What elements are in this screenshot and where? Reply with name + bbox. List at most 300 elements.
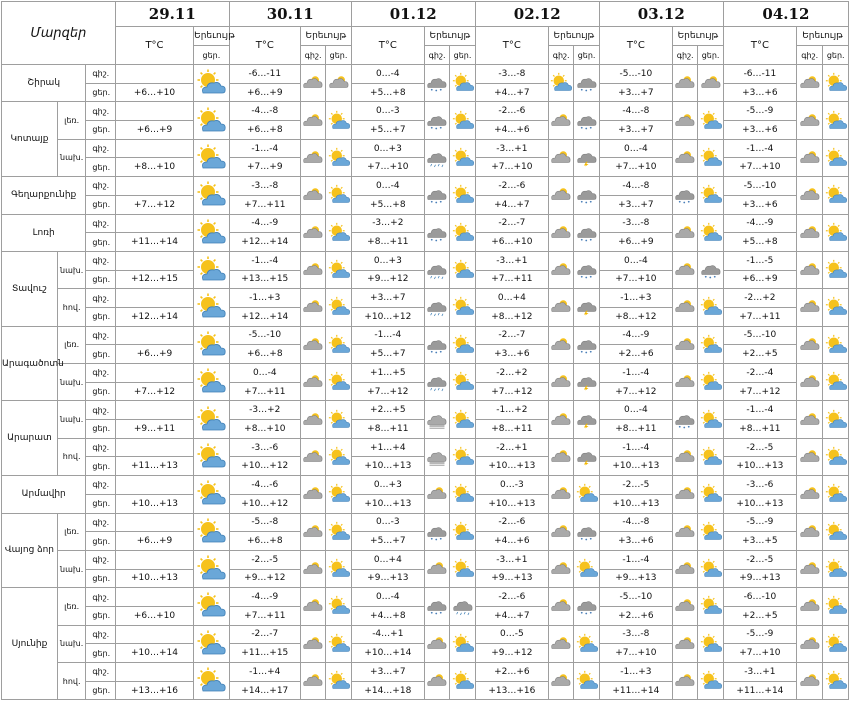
temperature-value: -5…-9	[723, 102, 796, 121]
temperature-value: +5…+7	[351, 532, 424, 551]
cloud-icon	[673, 73, 697, 93]
sun-cloud-icon	[451, 410, 475, 430]
temperature-value: +10…+12	[351, 307, 424, 326]
cloud-icon	[549, 596, 573, 616]
day-icon-cell	[194, 401, 230, 438]
cloud-icon	[798, 447, 822, 467]
snow-cloud-icon	[425, 335, 449, 355]
sun-cloud-icon	[451, 185, 475, 205]
cloud-icon	[699, 73, 723, 93]
subregion-name: լեռ.	[57, 588, 85, 625]
cloud-icon	[549, 410, 573, 430]
day-icon-cell	[450, 364, 475, 401]
temperature-value: +3…+7	[599, 195, 672, 214]
weather-header: Երեւույթ	[672, 27, 723, 46]
sun-cloud-icon	[195, 594, 227, 618]
cloud-icon	[673, 671, 697, 691]
forecast-row	[2, 513, 849, 532]
night-icon-cell	[300, 438, 325, 475]
temperature-value: -3…+1	[723, 663, 796, 682]
sun-cloud-icon	[195, 445, 227, 469]
night-icon-cell	[672, 289, 697, 326]
temperature-value	[115, 289, 193, 308]
day-label: ցեր.	[86, 307, 116, 326]
subregion-name: լեռ.	[57, 326, 85, 363]
sun-cloud-icon	[699, 372, 723, 392]
night-icon-cell	[672, 251, 697, 288]
cloud-icon	[301, 185, 325, 205]
night-subheader: գիշ.	[300, 46, 325, 65]
night-icon-cell	[424, 364, 449, 401]
sun-cloud-icon	[699, 596, 723, 616]
temperature-value: +9…+12	[475, 644, 548, 663]
temperature-value: -1…+3	[599, 663, 672, 682]
night-icon-cell	[424, 401, 449, 438]
temperature-value	[115, 588, 193, 607]
day-icon-cell	[823, 289, 849, 326]
night-icon-cell	[300, 102, 325, 139]
temperature-value: +7…+12	[351, 382, 424, 401]
temperature-value: -4…-9	[229, 214, 300, 233]
day-icon-cell	[326, 550, 351, 587]
forecast-row	[2, 550, 849, 569]
cloud-icon	[673, 372, 697, 392]
sun-cloud-icon	[699, 223, 723, 243]
night-icon-cell	[424, 588, 449, 625]
temperature-value: -5…-9	[723, 625, 796, 644]
cloud-icon	[549, 148, 573, 168]
sun-cloud-icon	[699, 185, 723, 205]
temperature-value: -1…-4	[723, 139, 796, 158]
temperature-value: 0…-4	[599, 251, 672, 270]
cloud-icon	[301, 297, 325, 317]
forecast-row	[2, 289, 849, 308]
temperature-value: +13…+16	[115, 681, 193, 700]
day-icon-cell	[326, 625, 351, 662]
night-icon-cell	[672, 625, 697, 662]
forecast-row	[2, 625, 849, 644]
day-icon-cell	[698, 401, 723, 438]
night-icon-cell	[797, 588, 823, 625]
temperature-value: +8…+11	[351, 233, 424, 252]
sun-cloud-icon	[451, 372, 475, 392]
temperature-value: +1…+5	[351, 364, 424, 383]
night-icon-cell	[548, 251, 573, 288]
sun-cloud-icon	[451, 484, 475, 504]
cloud-icon	[327, 73, 351, 93]
cloud-icon	[301, 447, 325, 467]
sun-cloud-icon	[327, 185, 351, 205]
night-label: գիշ.	[86, 513, 116, 532]
temperature-value: +11…+14	[599, 681, 672, 700]
temperature-value: -3…-6	[723, 476, 796, 495]
sun-cloud-icon	[451, 297, 475, 317]
day-icon-cell	[574, 177, 599, 214]
night-icon-cell	[672, 550, 697, 587]
sun-cloud-icon	[575, 671, 599, 691]
cloud-icon	[798, 671, 822, 691]
night-subheader: գիշ.	[672, 46, 697, 65]
day-icon-cell	[823, 663, 849, 700]
temperature-value: +2…+6	[599, 345, 672, 364]
day-icon-cell	[194, 177, 230, 214]
day-icon-cell	[698, 364, 723, 401]
day-icon-cell	[194, 214, 230, 251]
night-icon-cell	[672, 401, 697, 438]
day-icon-cell	[194, 513, 230, 550]
sun-cloud-icon	[451, 335, 475, 355]
day-icon-cell	[574, 214, 599, 251]
temperature-value: +8…+11	[599, 420, 672, 439]
temperature-value: 0…-3	[351, 513, 424, 532]
rain-cloud-icon	[451, 596, 475, 616]
temperature-value: +6…+10	[115, 606, 193, 625]
sun-cloud-icon	[824, 335, 848, 355]
day-icon-cell	[450, 289, 475, 326]
day-icon-cell	[326, 289, 351, 326]
night-icon-cell	[548, 550, 573, 587]
sun-cloud-icon	[451, 522, 475, 542]
day-icon-cell	[194, 364, 230, 401]
temperature-value: -1…-4	[351, 326, 424, 345]
forecast-row	[2, 364, 849, 383]
day-icon-cell	[194, 65, 230, 102]
sun-cloud-icon	[699, 111, 723, 131]
cloud-icon	[425, 484, 449, 504]
temperature-value: +5…+8	[723, 233, 796, 252]
snow-cloud-icon	[673, 410, 697, 430]
temperature-value: +2…+6	[599, 606, 672, 625]
night-icon-cell	[300, 177, 325, 214]
day-icon-cell	[450, 476, 475, 513]
cloud-icon	[673, 111, 697, 131]
date-header: 02.12	[475, 2, 599, 27]
region-name: Կոտայք	[2, 102, 58, 177]
cloud-icon	[673, 260, 697, 280]
cloud-icon	[673, 297, 697, 317]
temperature-value: 0…-4	[599, 139, 672, 158]
night-icon-cell	[672, 438, 697, 475]
cloud-icon	[798, 297, 822, 317]
snow-cloud-icon	[425, 73, 449, 93]
cloud-icon	[301, 223, 325, 243]
temperature-value: +11…+13	[115, 457, 193, 476]
sun-cloud-icon	[195, 370, 227, 394]
region-name: Տավուշ	[2, 251, 58, 326]
snow-cloud-icon	[673, 185, 697, 205]
night-icon-cell	[300, 625, 325, 662]
sun-cloud-icon	[327, 260, 351, 280]
day-icon-cell	[450, 177, 475, 214]
temperature-value: +6…+9	[599, 233, 672, 252]
day-label: ցեր.	[86, 195, 116, 214]
temperature-value: +1…+4	[351, 438, 424, 457]
temperature-value: +7…+11	[723, 307, 796, 326]
temperature-value: 0…-4	[351, 177, 424, 196]
day-icon-cell	[326, 214, 351, 251]
temperature-value: +8…+11	[723, 420, 796, 439]
night-icon-cell	[797, 513, 823, 550]
night-icon-cell	[424, 550, 449, 587]
day-icon-cell	[574, 326, 599, 363]
night-icon-cell	[672, 326, 697, 363]
sun-cloud-icon	[451, 671, 475, 691]
day-icon-cell	[194, 102, 230, 139]
day-icon-cell	[698, 326, 723, 363]
night-icon-cell	[424, 663, 449, 700]
day-icon-cell	[326, 476, 351, 513]
sun-cloud-icon	[824, 634, 848, 654]
day-icon-cell	[194, 476, 230, 513]
cloud-icon	[673, 559, 697, 579]
temperature-value: +3…+6	[723, 83, 796, 102]
region-name: Գեղարքունիք	[2, 177, 86, 214]
temperature-value: +5…+8	[351, 83, 424, 102]
sun-cloud-icon	[549, 73, 573, 93]
temperature-value: -1…-4	[229, 251, 300, 270]
cloud-icon	[798, 410, 822, 430]
subregion-name: նախ.	[57, 251, 85, 288]
temperature-value: -3…-8	[229, 177, 300, 196]
forecast-row	[2, 102, 849, 121]
cloud-icon	[425, 634, 449, 654]
subregion-name: նախ.	[57, 364, 85, 401]
temperature-value: +4…+6	[475, 532, 548, 551]
sun-cloud-icon	[699, 559, 723, 579]
temperature-value: -1…+4	[229, 663, 300, 682]
day-icon-cell	[450, 65, 475, 102]
sun-cloud-icon	[824, 484, 848, 504]
temperature-value: +8…+11	[351, 420, 424, 439]
forecast-row	[2, 214, 849, 233]
night-icon-cell	[300, 364, 325, 401]
temperature-value	[115, 550, 193, 569]
temperature-value: +9…+13	[599, 569, 672, 588]
cloud-icon	[798, 596, 822, 616]
cloud-icon	[549, 185, 573, 205]
temperature-value: -2…-6	[475, 102, 548, 121]
temperature-value: 0…+3	[351, 476, 424, 495]
temperature-value: +13…+16	[475, 681, 548, 700]
day-icon-cell	[574, 401, 599, 438]
day-icon-cell	[823, 326, 849, 363]
sun-cloud-icon	[451, 223, 475, 243]
temperature-value: -5…-9	[723, 513, 796, 532]
night-icon-cell	[300, 65, 325, 102]
sun-cloud-icon	[327, 634, 351, 654]
day-subheader: ցեր.	[574, 46, 599, 65]
day-icon-cell	[823, 625, 849, 662]
sun-cloud-icon	[327, 522, 351, 542]
night-label: գիշ.	[86, 102, 116, 121]
snow-cloud-icon	[575, 335, 599, 355]
temperature-value: -4…-8	[599, 102, 672, 121]
sun-cloud-icon	[195, 632, 227, 656]
temperature-value: +5…+8	[351, 195, 424, 214]
night-icon-cell	[424, 65, 449, 102]
night-label: գիշ.	[86, 663, 116, 682]
sun-cloud-icon	[327, 372, 351, 392]
day-icon-cell	[450, 625, 475, 662]
temperature-value: +3…+5	[723, 532, 796, 551]
temperature-value: +3…+7	[351, 289, 424, 308]
temperature-value: -6…-11	[723, 65, 796, 84]
cloud-icon	[798, 559, 822, 579]
day-icon-cell	[574, 476, 599, 513]
temperature-value: +3…+7	[351, 663, 424, 682]
temperature-value: -5…-10	[723, 177, 796, 196]
day-icon-cell	[823, 513, 849, 550]
temperature-value: +12…+14	[229, 233, 300, 252]
night-icon-cell	[548, 438, 573, 475]
day-icon-cell	[823, 550, 849, 587]
sun-cloud-icon	[575, 484, 599, 504]
night-label: գիշ.	[86, 364, 116, 383]
forecast-row	[2, 65, 849, 84]
cloud-icon	[301, 148, 325, 168]
day-icon-cell	[698, 625, 723, 662]
temperature-value	[115, 177, 193, 196]
rain-cloud-icon	[425, 372, 449, 392]
temperature-value: -3…+1	[475, 550, 548, 569]
sun-cloud-icon	[327, 335, 351, 355]
temperature-value: +9…+13	[351, 569, 424, 588]
night-icon-cell	[797, 364, 823, 401]
night-icon-cell	[548, 625, 573, 662]
snow-cloud-icon	[425, 111, 449, 131]
day-label: ցեր.	[86, 681, 116, 700]
sun-cloud-icon	[195, 669, 227, 693]
sun-cloud-icon	[195, 482, 227, 506]
temperature-value: -1…-5	[723, 251, 796, 270]
temperature-value: 0…+3	[351, 251, 424, 270]
temperature-value: +7…+10	[599, 644, 672, 663]
sun-cloud-icon	[195, 146, 227, 170]
cloud-icon	[549, 111, 573, 131]
temperature-value: 0…+4	[475, 289, 548, 308]
cloud-icon	[549, 223, 573, 243]
cloud-icon	[301, 73, 325, 93]
day-icon-cell	[326, 251, 351, 288]
temperature-value: +3…+7	[599, 83, 672, 102]
sun-cloud-icon	[327, 223, 351, 243]
sun-cloud-icon	[195, 557, 227, 581]
day-icon-cell	[450, 513, 475, 550]
sun-cloud-icon	[699, 671, 723, 691]
day-icon-cell	[823, 401, 849, 438]
sun-cloud-icon	[824, 260, 848, 280]
cloud-icon	[798, 634, 822, 654]
snow-cloud-icon	[575, 73, 599, 93]
day-icon-cell	[698, 438, 723, 475]
temperature-value: -5…-10	[723, 326, 796, 345]
temperature-value: -3…+2	[351, 214, 424, 233]
cloud-icon	[549, 447, 573, 467]
sun-cloud-icon	[327, 671, 351, 691]
night-icon-cell	[300, 251, 325, 288]
temperature-value: -2…-5	[723, 438, 796, 457]
rain-cloud-icon	[425, 260, 449, 280]
day-icon-cell	[450, 326, 475, 363]
day-icon-cell	[450, 139, 475, 176]
temperature-value: -6…-10	[723, 588, 796, 607]
forecast-row	[2, 177, 849, 196]
sun-cloud-icon	[327, 148, 351, 168]
day-icon-cell	[574, 438, 599, 475]
day-icon-cell	[823, 438, 849, 475]
day-subheader: ցեր.	[823, 46, 849, 65]
night-icon-cell	[548, 65, 573, 102]
forecast-row	[2, 401, 849, 420]
night-icon-cell	[300, 139, 325, 176]
temperature-value: +10…+13	[599, 494, 672, 513]
day-icon-cell	[450, 438, 475, 475]
sun-cloud-icon	[699, 148, 723, 168]
temperature-value: +2…+5	[723, 345, 796, 364]
temperature-value: +7…+9	[229, 158, 300, 177]
day-icon-cell	[698, 177, 723, 214]
temperature-value: +4…+6	[475, 121, 548, 140]
temperature-value: 0…+4	[351, 550, 424, 569]
sun-cloud-icon	[451, 634, 475, 654]
day-icon-cell	[823, 476, 849, 513]
temperature-value: +7…+10	[599, 270, 672, 289]
cloud-icon	[301, 335, 325, 355]
temperature-value: -2…-5	[229, 550, 300, 569]
day-icon-cell	[698, 289, 723, 326]
temperature-value: +10…+13	[351, 457, 424, 476]
temperature-value: -3…-8	[475, 65, 548, 84]
night-icon-cell	[797, 326, 823, 363]
temperature-value: -6…-11	[229, 65, 300, 84]
temperature-value: -2…+2	[723, 289, 796, 308]
storm-cloud-icon	[575, 148, 599, 168]
day-label: ցեր.	[86, 83, 116, 102]
night-label: գիշ.	[86, 289, 116, 308]
day-icon-cell	[194, 625, 230, 662]
region-name: Սյունիք	[2, 588, 58, 700]
storm-cloud-icon	[575, 297, 599, 317]
cloud-icon	[549, 260, 573, 280]
cloud-icon	[673, 634, 697, 654]
cloud-icon	[673, 335, 697, 355]
snow-cloud-icon	[575, 111, 599, 131]
night-icon-cell	[548, 364, 573, 401]
day-icon-cell	[450, 401, 475, 438]
cloud-icon	[673, 484, 697, 504]
temperature-value: +3…+7	[599, 121, 672, 140]
temperature-value: +8…+12	[599, 307, 672, 326]
temperature-header: T°C	[351, 27, 424, 65]
temperature-value: +3…+6	[723, 121, 796, 140]
temperature-header: T°C	[723, 27, 796, 65]
day-label: ցեր.	[86, 121, 116, 140]
temperature-value	[115, 438, 193, 457]
day-icon-cell	[194, 550, 230, 587]
temperature-value: -4…+1	[351, 625, 424, 644]
temperature-value: +3…+6	[599, 532, 672, 551]
day-icon-cell	[326, 364, 351, 401]
temperature-value: +6…+9	[723, 270, 796, 289]
night-icon-cell	[424, 438, 449, 475]
temperature-value: +6…+9	[115, 121, 193, 140]
day-icon-cell	[823, 65, 849, 102]
cloud-icon	[673, 148, 697, 168]
night-icon-cell	[424, 476, 449, 513]
sun-cloud-icon	[195, 71, 227, 95]
temperature-value: +10…+12	[229, 457, 300, 476]
temperature-value: -2…-6	[475, 588, 548, 607]
